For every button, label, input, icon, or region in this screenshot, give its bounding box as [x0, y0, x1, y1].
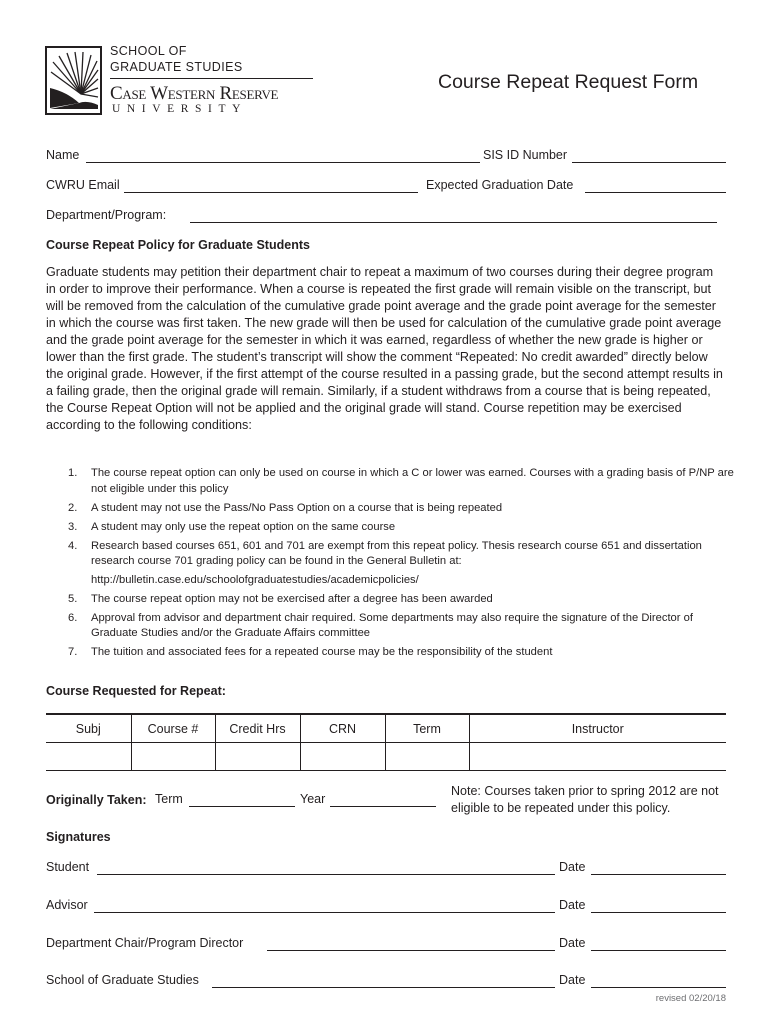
school-signature-label: School of Graduate Studies — [46, 973, 199, 987]
policy-paragraph: Graduate students may petition their department chair to repeat a maximum of two courses during their degree program in order to improve their performance. When a course is repeated the first grade will remain visible on the transcript, but will be removed from the calculation of the cumulative grade point average and the grade point average for the semester in which the course was first taken. The new grade will then be used for calculation of the cumulative grade point average and the grade point average for the semester in which it was earned, regardless of whether the new grade is higher or lower than the first grade. The student’s transcript will show the comment “Repeated: No credit awarded” directly below the original grade. However, if the first attempt of the course resulted in a passing grade, but the second attempt results in a failing grade, then the original grade will remain. Similarly, if a student withdraws from a course that is being repeated, the Course Repeat Option will not be applied and the original grade will stand. Course repetition may be exercised according to the following conditions: — [46, 265, 723, 432]
email-label: CWRU Email — [46, 178, 120, 192]
school-date-field[interactable] — [591, 987, 726, 988]
list-item: 2. A student may not use the Pass/No Pass Option on a course that is being repeated — [68, 501, 503, 514]
instructor-cell[interactable] — [469, 743, 726, 771]
chair-signature-label: Department Chair/Program Director — [46, 936, 244, 950]
department-label: Department/Program: — [46, 208, 167, 222]
sunburst-icon — [47, 48, 100, 113]
chair-signature-field[interactable] — [267, 950, 555, 951]
student-signature-label: Student — [46, 860, 90, 874]
name-label: Name — [46, 148, 80, 162]
column-header-term: Term — [385, 714, 469, 743]
university-word: UNIVERSITY — [112, 103, 247, 115]
list-item: 5. The course repeat option may not be exercised after a degree has been awarded — [68, 592, 493, 605]
form-title: Course Repeat Request Form — [438, 71, 699, 93]
term-cell[interactable] — [385, 743, 469, 771]
revision-date: revised 02/20/18 — [655, 993, 726, 1004]
originally-taken-label: Originally Taken: — [46, 793, 147, 807]
bulletin-link[interactable]: http://bulletin.case.edu/schoolofgraduatestudies/academicpolicies/ — [91, 573, 419, 586]
column-header-crn: CRN — [300, 714, 385, 743]
chair-date-label: Date — [559, 936, 586, 950]
list-item: 6. Approval from advisor and department chair required. Some departments may also require the signature of the Director of Graduate Studies and/or the Graduate Affairs committee — [68, 611, 693, 639]
column-header-course: Course # — [131, 714, 215, 743]
student-date-field[interactable] — [591, 874, 726, 875]
course-repeat-table — [46, 713, 726, 771]
university-name: Case Western Reserve — [110, 83, 279, 104]
sis-id-field[interactable] — [572, 162, 726, 163]
advisor-date-label: Date — [559, 898, 586, 912]
year-label: Year — [300, 792, 326, 806]
advisor-signature-label: Advisor — [46, 898, 88, 912]
column-header-credit-hrs: Credit Hrs — [215, 714, 300, 743]
signatures-heading: Signatures — [46, 830, 111, 844]
email-field[interactable] — [124, 192, 418, 193]
chair-date-field[interactable] — [591, 950, 726, 951]
policy-heading: Course Repeat Policy for Graduate Students — [46, 238, 310, 252]
grad-date-field[interactable] — [585, 192, 726, 193]
school-signature-field[interactable] — [212, 987, 555, 988]
advisor-signature-field[interactable] — [94, 912, 555, 913]
credit-hrs-cell[interactable] — [215, 743, 300, 771]
advisor-date-field[interactable] — [591, 912, 726, 913]
crn-cell[interactable] — [300, 743, 385, 771]
term-field[interactable] — [189, 806, 295, 807]
header-divider — [110, 78, 313, 79]
column-header-subj: Subj — [46, 714, 131, 743]
student-signature-field[interactable] — [97, 874, 555, 875]
school-name-line2: GRADUATE STUDIES — [110, 60, 243, 74]
list-item: 4. Research based courses 651, 601 and 701 are exempt from this repeat policy. Thesis research course 651 and dissertation research course 701 grading policy can be found in the General Bulletin at: http://bulletin.case.edu/schoolofgraduatestudies/academicpolicies/ — [46, 539, 736, 589]
list-item: 1. The course repeat option can only be used on course in which a C or lower was earned. Courses with a grading basis of P/NP are not eligible under this policy — [68, 467, 734, 495]
sis-id-label: SIS ID Number — [483, 148, 568, 162]
grad-date-label: Expected Graduation Date — [426, 178, 574, 192]
list-item: 3. A student may only use the repeat option on the same course — [68, 520, 396, 533]
column-header-instructor: Instructor — [469, 714, 726, 743]
course-cell[interactable] — [131, 743, 215, 771]
school-name-line1: SCHOOL OF — [110, 44, 187, 58]
subj-cell[interactable] — [46, 743, 131, 771]
school-date-label: Date — [559, 973, 586, 987]
course-table-heading: Course Requested for Repeat: — [46, 684, 226, 698]
university-logo — [45, 46, 102, 115]
department-field[interactable] — [190, 222, 717, 223]
student-date-label: Date — [559, 860, 586, 874]
list-item: 7. The tuition and associated fees for a repeated course may be the responsibility of the student — [68, 646, 553, 658]
name-field[interactable] — [86, 162, 480, 163]
eligibility-note: Note: Courses taken prior to spring 2012 are not eligible to be repeated under this policy. — [451, 784, 719, 815]
policy-conditions-list — [46, 466, 736, 664]
term-label: Term — [155, 792, 183, 806]
year-field[interactable] — [330, 806, 436, 807]
